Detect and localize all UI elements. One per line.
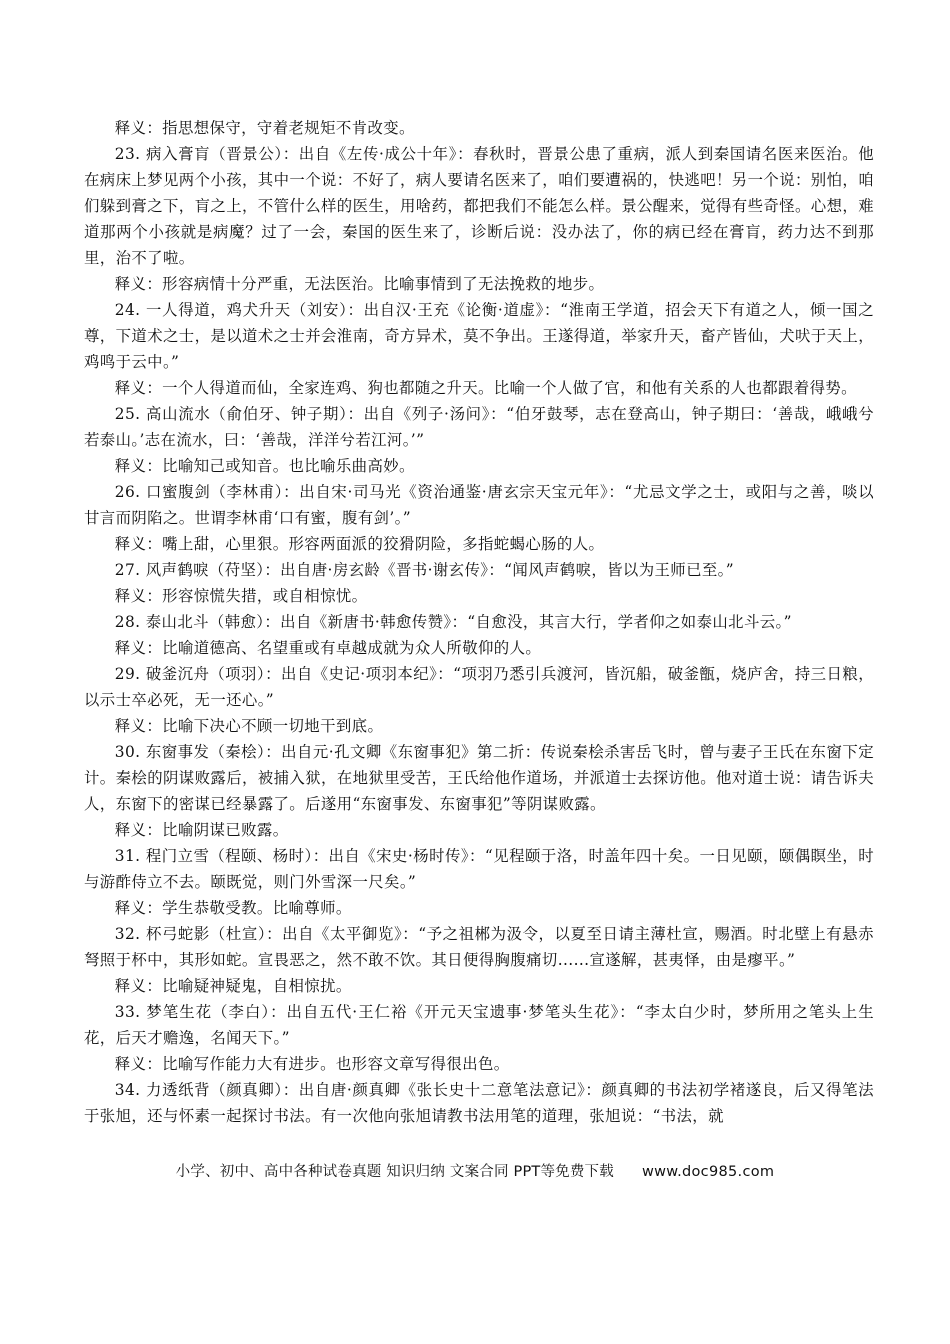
paragraph: 29. 破釜沉舟（项羽）：出自《史记·项羽本纪》：“项羽乃悉引兵渡河，皆沉船，破釜甑，烧庐舍，持三日粮，以示士卒必死，无一还心。”	[84, 665, 874, 709]
page-footer	[0, 1160, 950, 1181]
footer-url[interactable]: www.doc985.com	[641, 1164, 775, 1180]
paragraph: 释义：学生恭敬受教。比喻尊师。	[114, 899, 352, 917]
paragraph: 释义：比喻下决心不顾一切地干到底。	[114, 717, 384, 735]
document-body	[84, 115, 874, 1129]
paragraph: 释义：比喻道德高、名望重或有卓越成就为众人所敬仰的人。	[114, 639, 542, 657]
footer-text: 小学、初中、高中各种试卷真题 知识归纳 文案合同 PPT等免费下载	[175, 1164, 614, 1180]
paragraph: 24. 一人得道，鸡犬升天（刘安）：出自汉·王充《论衡·道虚》：“淮南王学道，招会天下有道之人，倾一国之尊，下道术之士，是以道术之士并会淮南，奇方异术，莫不争出。王遂得道，举家升天，畜产皆仙，犬吠于天上，鸡鸣于云中。”	[84, 301, 874, 371]
paragraph: 释义：形容惊慌失措，或自相惊忧。	[114, 587, 368, 605]
paragraph: 28. 泰山北斗（韩愈）：出自《新唐书·韩愈传赞》：“自愈没，其言大行，学者仰之如泰山北斗云。”	[114, 613, 792, 631]
paragraph: 30. 东窗事发（秦桧）：出自元·孔文卿《东窗事犯》第二折：传说秦桧杀害岳飞时，曾与妻子王氏在东窗下定计。秦桧的阴谋败露后，被捕入狱，在地狱里受苦，王氏给他作道场，并派道士去探访他。他对道士说：请告诉夫人，东窗下的密谋已经暴露了。后遂用“东窗事发、东窗事犯”等阴谋败露。	[84, 743, 874, 813]
paragraph: 26. 口蜜腹剑（李林甫）：出自宋·司马光《资治通鉴·唐玄宗天宝元年》：“尤忌文学之士，或阳与之善，啖以甘言而阴陷之。世谓李林甫‘口有蜜，腹有剑’。”	[84, 483, 874, 527]
paragraph: 释义：比喻写作能力大有进步。也形容文章写得很出色。	[114, 1055, 510, 1073]
paragraph: 27. 风声鹤唳（苻坚）：出自唐·房玄龄《晋书·谢玄传》：“闻风声鹤唳，皆以为王师已至。”	[114, 561, 735, 579]
paragraph: 释义：一个人得道而仙，全家连鸡、狗也都随之升天。比喻一个人做了官，和他有关系的人也都跟着得势。	[114, 379, 857, 397]
paragraph: 25. 高山流水（俞伯牙、钟子期）：出自《列子·汤问》：“伯牙鼓琴，志在登高山，钟子期曰：‘善哉，峨峨兮若泰山。’志在流水，曰：‘善哉，洋洋兮若江河。’”	[84, 405, 874, 449]
paragraph: 释义：比喻疑神疑鬼，自相惊扰。	[114, 977, 352, 995]
paragraph: 23. 病入膏肓（晋景公）：出自《左传·成公十年》：春秋时，晋景公患了重病，派人到秦国请名医来医治。他在病床上梦见两个小孩，其中一个说：不好了，病人要请名医来了，咱们要遭祸的，快逃吧！另一个说：别怕，咱们躲到膏之下，肓之上，不管什么样的医生，用啥药，都把我们不能怎么样。景公醒来，觉得有些奇怪。心想，难道那两个小孩就是病魔？过了一会，秦国的医生来了，诊断后说：没办法了，你的病已经在膏肓，药力达不到那里，治不了啦。	[84, 145, 874, 267]
paragraph: 释义：形容病情十分严重，无法医治。比喻事情到了无法挽救的地步。	[114, 275, 605, 293]
paragraph: 33. 梦笔生花（李白）：出自五代·王仁裕《开元天宝遗事·梦笔头生花》：“李太白少时，梦所用之笔头上生花，后天才赡逸，名闻天下。”	[84, 1003, 874, 1047]
paragraph: 31. 程门立雪（程颐、杨时）：出自《宋史·杨时传》：“见程颐于洛，时盖年四十矣。一日见颐，颐偶瞑坐，时与游酢侍立不去。颐既觉，则门外雪深一尺矣。”	[84, 847, 874, 891]
paragraph: 34. 力透纸背（颜真卿）：出自唐·颜真卿《张长史十二意笔法意记》：颜真卿的书法初学褚遂良，后又得笔法于张旭，还与怀素一起探讨书法。有一次他向张旭请教书法用笔的道理，张旭说：“书法，就	[84, 1081, 874, 1125]
paragraph: 释义：嘴上甜，心里狠。形容两面派的狡猾阴险，多指蛇蝎心肠的人。	[114, 535, 605, 553]
paragraph: 32. 杯弓蛇影（杜宣）：出自《太平御览》：“予之祖郴为汲令，以夏至日请主薄杜宣，赐酒。时北壁上有悬赤弩照于杯中，其形如蛇。宣畏恶之，然不敢不饮。其日便得胸腹痛切......宣遂解，甚夷怿，由是瘳平。”	[84, 925, 874, 969]
paragraph: 释义：指思想保守，守着老规矩不肯改变。	[114, 119, 415, 137]
paragraph: 释义：比喻知己或知音。也比喻乐曲高妙。	[114, 457, 415, 475]
paragraph: 释义：比喻阴谋已败露。	[114, 821, 289, 839]
